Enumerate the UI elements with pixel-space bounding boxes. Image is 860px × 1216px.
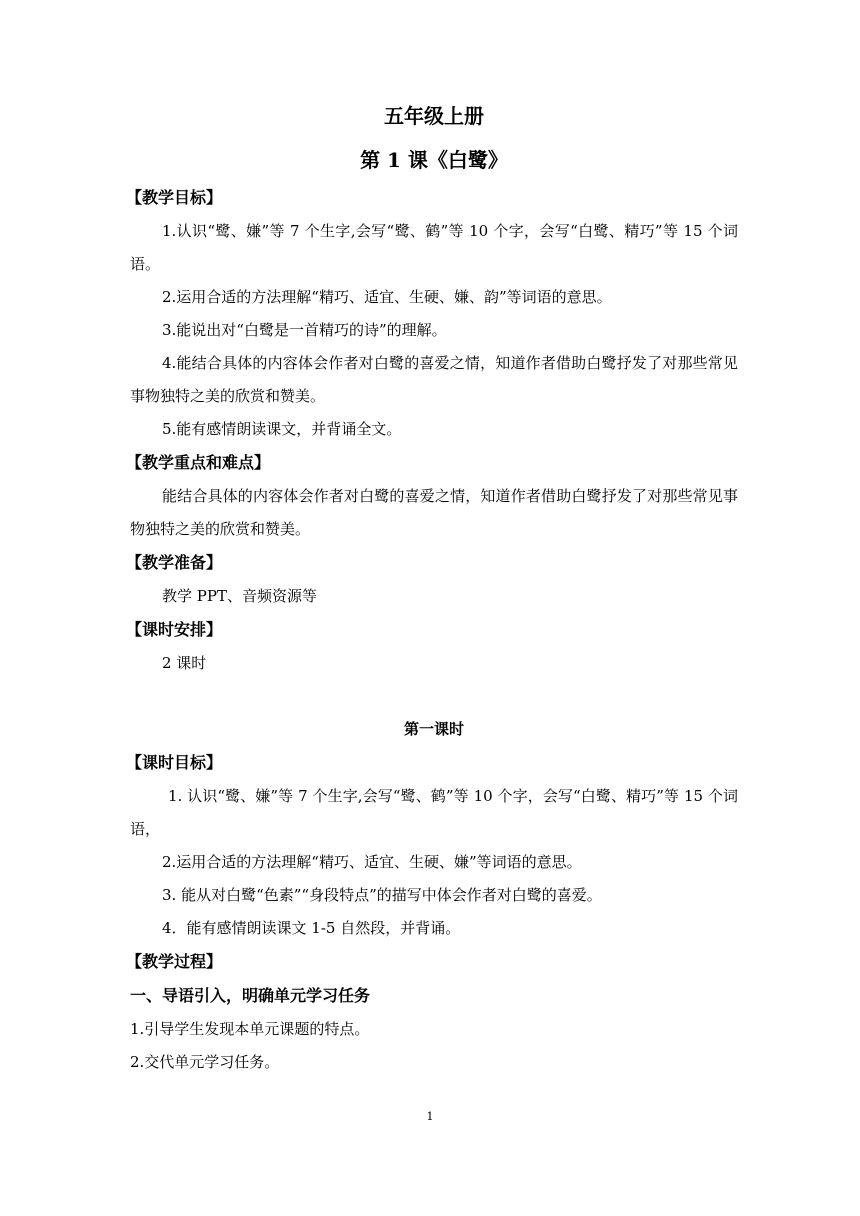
period-goals-heading: 【课时目标】	[126, 753, 223, 772]
teaching-goal-1: 1.认识“鹭、嫌”等 7 个生字,会写“鹭、鹤”等 10 个字，会写“白鹭、精巧”等 15 个词语。	[130, 222, 738, 273]
preparation-heading: 【教学准备】	[126, 553, 223, 572]
preparation-text: 教学 PPT、音频资源等	[162, 587, 317, 605]
period-goal-4: 4．能有感情朗读课文 1-5 自然段，并背诵。	[162, 919, 461, 937]
period-goal-2: 2.运用合适的方法理解“精巧、适宜、生硬、嫌”等词语的意思。	[162, 853, 582, 871]
lesson-title: 第 1 课《白鹭》	[360, 148, 508, 172]
document-body	[126, 103, 738, 1079]
key-points-text: 能结合具体的内容体会作者对白鹭的喜爱之情，知道作者借助白鹭抒发了对那些常见事物独特之美的欣赏和赞美。	[130, 487, 738, 538]
key-points-heading: 【教学重点和难点】	[126, 453, 271, 472]
teaching-goals-heading: 【教学目标】	[126, 188, 223, 207]
page-number: 1	[426, 1110, 434, 1123]
period-goal-3: 3. 能从对白鹭“色素”“身段特点”的描写中体会作者对白鹭的喜爱。	[162, 886, 602, 904]
teaching-goal-5: 5.能有感情朗读课文，并背诵全文。	[162, 420, 402, 438]
teaching-goal-4: 4.能结合具体的内容体会作者对白鹭的喜爱之情，知道作者借助白鹭抒发了对那些常见事物独特之美的欣赏和赞美。	[130, 354, 738, 405]
teaching-goal-2: 2.运用合适的方法理解“精巧、适宜、生硬、嫌、韵”等词语的意思。	[162, 288, 612, 306]
process-step-1-item-1: 1.引导学生发现本单元课题的特点。	[130, 1020, 370, 1038]
first-period-title: 第一课时	[403, 720, 464, 738]
process-step-1-item-2: 2.交代单元学习任务。	[130, 1053, 280, 1071]
process-step-1: 一、导语引入，明确单元学习任务	[130, 986, 371, 1005]
schedule-heading: 【课时安排】	[126, 620, 223, 639]
period-goal-1: 1. 认识“鹭、嫌”等 7 个生字,会写“鹭、鹤”等 10 个字，会写“白鹭、精巧”等 15 个词语，	[130, 787, 738, 838]
schedule-text: 2 课时	[162, 654, 207, 672]
grade-title: 五年级上册	[384, 104, 484, 128]
process-heading: 【教学过程】	[126, 952, 223, 971]
teaching-goal-3: 3.能说出对“白鹭是一首精巧的诗”的理解。	[162, 321, 447, 339]
